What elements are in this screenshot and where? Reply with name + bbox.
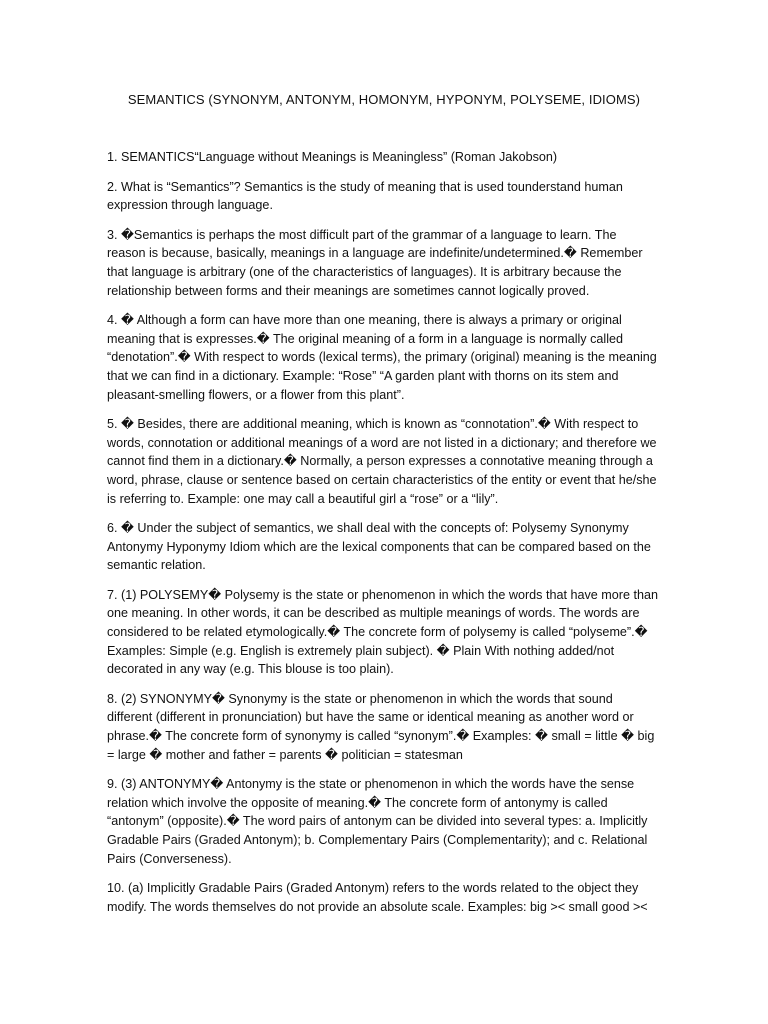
paragraph-8: 8. (2) SYNONYMY� Synonymy is the state or phenomenon in which the words that sound different (different in pronunciation) but have the same or identical meaning as another word or phrase.� The concrete form of synonymy is called “synonym”.� Examples: � small = little � big = large � mother and father = parents � politician = statesman [107,691,655,762]
paragraph-3: 3. �Semantics is perhaps the most difficult part of the grammar of a language to learn. The reason is because, basically, meanings in a language are indefinite/undetermined.� Remember that language is arbitrary (one of the characteristics of languages). It is arbitrary because the relationship between forms and their meanings are sometimes cannot logically proved. [107,227,643,298]
paragraph-9: 9. (3) ANTONYMY� Antonymy is the state or phenomenon in which the words have the sense relation which involve the opposite of meaning.� The concrete form of antonymy is called “antonym” (opposite).� The word pairs of antonym can be divided into several types: a. Implicitly Gradable Pairs (Graded Antonym); b. Complementary Pairs (Complementarity); and c. Relational Pairs (Converseness). [107,777,648,866]
paragraph-5: 5. � Besides, there are additional meaning, which is known as “connotation”.� With respect to words, connotation or additional meanings of a word are not listed in a dictionary; and therefore we cannot find them in a dictionary.� Normally, a person expresses a connotative meaning through a word, phrase, clause or sentence based on certain characteristics of the entity or event that he/she is referring to. Example: one may call a beautiful girl a “rose” or a “lily”. [107,417,657,506]
paragraph-1: 1. SEMANTICS“Language without Meanings is Meaningless” (Roman Jakobson) [107,150,558,164]
paragraph-6: 6. � Under the subject of semantics, we shall deal with the concepts of: Polysemy Synonymy Antonymy Hyponymy Idiom which are the lexical components that can be compared based on the semantic relation. [107,521,651,573]
paragraph-7: 7. (1) POLYSEMY� Polysemy is the state or phenomenon in which the words that have more than one meaning. In other words, it can be described as multiple meanings of words. The words are considered to be related etymologically.� The concrete form of polysemy is called “polyseme”.� Examples: Simple (e.g. English is extremely plain subject). � Plain With nothing added/not decorated in any way (e.g. This blouse is too plain). [107,587,658,677]
paragraph-10: 10. (a) Implicitly Gradable Pairs (Graded Antonym) refers to the words related to the object they modify. The words themselves do not provide an absolute scale. Examples: big >< small good >< [107,881,648,914]
document-body [107,148,658,927]
document-title: SEMANTICS (SYNONYM, ANTONYM, HOMONYM, HYPONYM, POLYSEME, IDIOMS) [127,92,641,107]
paragraph-4: 4. � Although a form can have more than one meaning, there is always a primary or original meaning that is expresses.� The original meaning of a form in a language is normally called “denotation”.� With respect to words (lexical terms), the primary (original) meaning is the meaning that we can find in a dictionary. Example: “Rose” “A garden plant with thorns on its stem and pleasant-smelling flowers, or a flower from this plant”. [107,313,657,402]
paragraph-2: 2. What is “Semantics”? Semantics is the study of meaning that is used tounderstand human expression through language. [107,179,623,213]
